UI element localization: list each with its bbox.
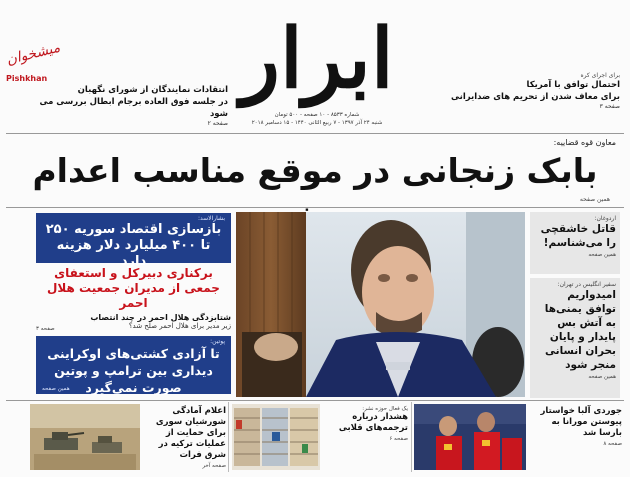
story-box-assad [36,213,231,269]
football-photo-image [414,404,526,470]
tanks-photo-image [30,404,140,470]
bottom-story-books [232,402,410,472]
divider [6,400,624,401]
main-headline: بابک زنجانی در موقع مناسب اعدام [32,151,598,190]
story-headline: جوردی آلبا خواستار پیوستن مورانا به بارسا شد [540,406,622,438]
bottom-text [532,406,622,447]
tanks-photo [30,404,140,470]
story-headline: بازسازی اقتصاد سوریه ۲۵۰ تا ۴۰۰ میلیارد دلار هزینه دارد [45,222,222,269]
watermark-latin: Pishkhan [6,74,48,83]
page-ref: همین صفحه [588,252,616,258]
issue-date: شنبه ۲۴ آذر ۱۳۹۷ - ۷ ربیع الثانی ۱۴۴۰ - ۱۵ دسامبر ۲۰۱۸ [251,120,383,126]
story-kicker: پوتین: [210,338,225,345]
story-headline: اعلام آمادگی شورشیان سوری برای حمایت از عملیات ترکیه در شرق فرات [155,406,226,460]
story-headline: تا آزادی کشتی‌های اوکراینی دیداری بین ترامپ و پوتین صورت نمی‌گیرد [47,346,220,395]
divider [228,402,229,472]
story-subheadline: شتابزدگی هلال احمر در چند انتصاب [90,313,231,322]
story-text: زیر مدیر برای هلال احمر صلح شد؟ [128,322,231,330]
divider [411,402,412,472]
pishkhan-watermark [4,39,64,92]
bottom-story-syria [30,402,226,472]
teaser-headline: برای معاف شدن از تحریم های ضدایرانی [451,92,620,102]
story-headline: امیدواریم توافق یمنی‌ها به آتش بس پایدار و پایان بحران انسانی منجر شود [544,289,616,371]
bottom-story-football [414,402,622,472]
main-photo [236,212,525,397]
bottom-text [146,406,226,469]
books-photo [232,404,320,470]
page-ref: صفحه ۳ [599,103,620,110]
books-photo-image [232,404,320,470]
football-photo [414,404,526,470]
divider [6,133,624,134]
newspaper-logo: ابرار [240,11,394,107]
masthead [0,0,630,135]
story-box-putin [36,336,231,394]
divider [6,207,624,208]
teaser-headline: احتمال توافق با آمریکا [526,80,620,90]
main-photo-image [236,212,525,397]
story-kicker: اردوغان: [594,215,616,222]
issue-info: شماره ۸۵۳۳ - ۱۰ صفحه - ۵۰۰ تومان [274,112,360,118]
teaser-kicker: برای اجرای کره [580,72,620,79]
page-ref: همین صفحه [42,386,70,392]
teaser-headline: انتقادات نمایندگان از شورای نگهبان [77,85,228,95]
page-ref: صفحه آخر [202,463,226,469]
story-kicker: بشارالاسد: [197,215,225,222]
page-ref: همین صفحه [588,374,616,380]
page-ref: صفحه ۶ [389,436,408,442]
page-ref: همین صفحه [579,196,610,203]
bottom-text [324,406,408,442]
teaser-headline: در جلسه فوق العاده برجام ابطال بررسی می شود [39,97,228,119]
page-ref: صفحه ۳ [36,326,55,332]
story-kicker: یک فعال حوزه نشر: [362,406,408,412]
story-erdogan [530,212,620,274]
main-kicker: معاون قوه قضاییه: [553,138,616,147]
watermark-word: میشخوان [4,39,62,69]
story-uk-ambassador [530,278,620,398]
story-headline: برکناری دبیرکل و استعفای جمعی از مدیران جمعیت هلال احمر [47,266,220,310]
story-headline: قاتل خاشقچی را می‌شناسم! [540,223,616,249]
page-ref: صفحه ۲ [207,120,228,127]
page-ref: صفحه ۸ [603,441,622,447]
story-kicker: سفیر انگلیس در تهران: [557,281,616,288]
teaser-right [440,72,620,110]
story-red-crescent [36,266,231,332]
story-headline: هشدار درباره ترجمه‌های قلابی [338,412,408,433]
